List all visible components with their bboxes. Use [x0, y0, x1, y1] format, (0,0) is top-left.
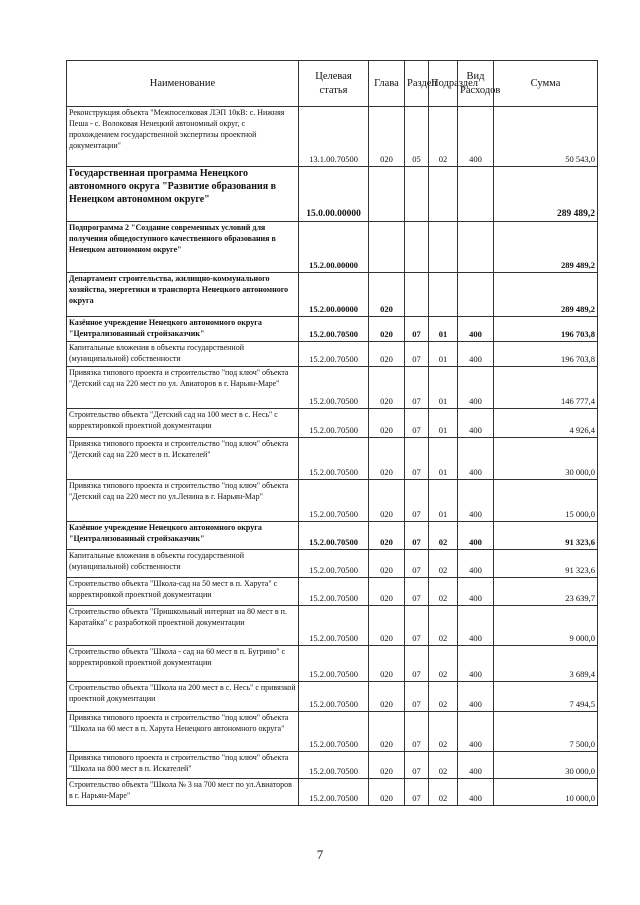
cell-expense-type: 400: [458, 480, 494, 522]
cell-section: [405, 273, 429, 317]
cell-subsection: [429, 222, 458, 273]
cell-name: Реконструкция объекта "Межпоселковая ЛЭП 10кВ: с. Нижняя Пеша - с. Волоковая Ненецкий автономный округ, с прохождением государственной экспертизы проектной документации": [67, 107, 299, 167]
cell-expense-type: 400: [458, 578, 494, 606]
cell-expense-type: 400: [458, 646, 494, 682]
budget-table: [66, 60, 598, 806]
cell-name: Привязка типового проекта и строительство "под ключ" объекта "Детский сад на 220 мест по ул. Авиаторов в г. Нарьян-Маре": [67, 367, 299, 409]
cell-subsection: 01: [429, 480, 458, 522]
table-row: [67, 342, 598, 367]
cell-chapter: 020: [369, 317, 405, 342]
cell-sum: 289 489,2: [494, 167, 598, 222]
table-row: [67, 222, 598, 273]
cell-chapter: 020: [369, 107, 405, 167]
cell-sum: 15 000,0: [494, 480, 598, 522]
table-row: [67, 578, 598, 606]
cell-name: Привязка типового проекта и строительство "под ключ" объекта "Школа на 60 мест в п. Харута Ненецкого автономного округа": [67, 712, 299, 752]
cell-section: [405, 222, 429, 273]
cell-target: 13.1.00.70500: [299, 107, 369, 167]
cell-chapter: 020: [369, 646, 405, 682]
cell-name: Строительство объекта "Школа-сад на 50 мест в п. Харута" с корректировкой проектной документации: [67, 578, 299, 606]
cell-target: 15.2.00.70500: [299, 317, 369, 342]
header-subsection: Подраздел: [429, 61, 458, 107]
cell-name: Строительство объекта "Пришкольный интернат на 80 мест в п. Каратайка" с разработкой проектной документации: [67, 606, 299, 646]
table-row: [67, 273, 598, 317]
cell-sum: 196 703,8: [494, 317, 598, 342]
cell-chapter: [369, 222, 405, 273]
cell-subsection: 01: [429, 409, 458, 438]
cell-sum: 10 000,0: [494, 779, 598, 806]
cell-section: 07: [405, 606, 429, 646]
cell-chapter: 020: [369, 550, 405, 578]
cell-target: 15.2.00.70500: [299, 480, 369, 522]
cell-expense-type: 400: [458, 107, 494, 167]
cell-name: Капитальные вложения в объекты государственной (муниципальной) собственности: [67, 550, 299, 578]
cell-subsection: 02: [429, 522, 458, 550]
cell-chapter: 020: [369, 342, 405, 367]
table-row: [67, 438, 598, 480]
cell-sum: 30 000,0: [494, 752, 598, 779]
cell-chapter: 020: [369, 752, 405, 779]
cell-chapter: 020: [369, 409, 405, 438]
page-number: 7: [316, 847, 324, 862]
cell-section: 07: [405, 712, 429, 752]
table-row: [67, 409, 598, 438]
cell-expense-type: 400: [458, 367, 494, 409]
cell-expense-type: 400: [458, 522, 494, 550]
cell-section: 07: [405, 342, 429, 367]
cell-subsection: [429, 273, 458, 317]
table-row: [67, 712, 598, 752]
cell-target: 15.2.00.70500: [299, 342, 369, 367]
cell-expense-type: [458, 222, 494, 273]
cell-target: 15.2.00.70500: [299, 367, 369, 409]
cell-name: Капитальные вложения в объекты государственной (муниципальной) собственности: [67, 342, 299, 367]
cell-expense-type: 400: [458, 779, 494, 806]
cell-chapter: 020: [369, 480, 405, 522]
cell-target: 15.2.00.70500: [299, 522, 369, 550]
cell-chapter: 020: [369, 522, 405, 550]
cell-sum: 289 489,2: [494, 222, 598, 273]
cell-chapter: 020: [369, 578, 405, 606]
cell-name: Строительство объекта "Школа - сад на 60 мест в п. Бугрино" с корректировкой проектной документации: [67, 646, 299, 682]
table-row: [67, 317, 598, 342]
header-chapter: Глава: [369, 61, 405, 107]
cell-expense-type: 400: [458, 682, 494, 712]
cell-target: 15.2.00.70500: [299, 578, 369, 606]
table-row: [67, 606, 598, 646]
cell-target: 15.2.00.70500: [299, 646, 369, 682]
cell-sum: 7 494,5: [494, 682, 598, 712]
cell-subsection: 01: [429, 317, 458, 342]
cell-name: Строительство объекта "Детский сад на 100 мест в с. Несь" с корректировкой проектной документации: [67, 409, 299, 438]
cell-name: Подпрограмма 2 "Создание современных условий для получения общедоступного качественного образования в Ненецком автономном округе": [67, 222, 299, 273]
cell-section: 07: [405, 438, 429, 480]
table-row: [67, 107, 598, 167]
cell-chapter: 020: [369, 606, 405, 646]
cell-target: 15.2.00.70500: [299, 682, 369, 712]
table-row: [67, 646, 598, 682]
cell-sum: 91 323,6: [494, 522, 598, 550]
cell-expense-type: 400: [458, 317, 494, 342]
table-row: [67, 779, 598, 806]
cell-section: 07: [405, 480, 429, 522]
cell-subsection: 02: [429, 550, 458, 578]
cell-subsection: 01: [429, 438, 458, 480]
cell-target: 15.2.00.70500: [299, 606, 369, 646]
cell-chapter: 020: [369, 367, 405, 409]
cell-section: 07: [405, 522, 429, 550]
cell-name: Строительство объекта "Школа на 200 мест в с. Несь" с привязкой проектной документации: [67, 682, 299, 712]
cell-subsection: 02: [429, 682, 458, 712]
cell-sum: 50 543,0: [494, 107, 598, 167]
cell-subsection: [429, 167, 458, 222]
cell-subsection: 02: [429, 646, 458, 682]
cell-target: 15.2.00.70500: [299, 779, 369, 806]
cell-name: Казённое учреждение Ненецкого автономного округа "Централизованный стройзаказчик": [67, 317, 299, 342]
cell-sum: 3 689,4: [494, 646, 598, 682]
cell-target: 15.0.00.00000: [299, 167, 369, 222]
cell-chapter: 020: [369, 779, 405, 806]
cell-chapter: 020: [369, 712, 405, 752]
table-header-row: [67, 61, 598, 107]
cell-chapter: 020: [369, 682, 405, 712]
header-name: Наименование: [67, 61, 299, 107]
cell-expense-type: 400: [458, 342, 494, 367]
header-expense-type: Вид Расходов: [458, 61, 494, 107]
cell-sum: 23 639,7: [494, 578, 598, 606]
cell-expense-type: 400: [458, 606, 494, 646]
cell-sum: 9 000,0: [494, 606, 598, 646]
header-target: Целевая статья: [299, 61, 369, 107]
table-row: [67, 752, 598, 779]
cell-target: 15.2.00.70500: [299, 752, 369, 779]
table-row: [67, 550, 598, 578]
cell-chapter: 020: [369, 438, 405, 480]
cell-section: 07: [405, 779, 429, 806]
cell-expense-type: 400: [458, 409, 494, 438]
cell-sum: 146 777,4: [494, 367, 598, 409]
header-section: Раздел: [405, 61, 429, 107]
cell-target: 15.2.00.70500: [299, 438, 369, 480]
table-row: [67, 522, 598, 550]
cell-section: 07: [405, 550, 429, 578]
cell-section: 07: [405, 367, 429, 409]
cell-subsection: 02: [429, 606, 458, 646]
cell-subsection: 01: [429, 367, 458, 409]
cell-expense-type: 400: [458, 550, 494, 578]
cell-expense-type: [458, 273, 494, 317]
cell-name: Привязка типового проекта и строительство "под ключ" объекта "Детский сад на 220 мест в п. Искателей": [67, 438, 299, 480]
cell-sum: 4 926,4: [494, 409, 598, 438]
table-row: [67, 367, 598, 409]
cell-name: Привязка типового проекта и строительство "под ключ" объекта "Детский сад на 220 мест по ул.Ленина в г. Нарьян-Мар": [67, 480, 299, 522]
cell-name: Привязка типового проекта и строительство "под ключ" объекта "Школа на 800 мест в п. Искателей": [67, 752, 299, 779]
cell-target: 15.2.00.00000: [299, 222, 369, 273]
cell-section: 05: [405, 107, 429, 167]
table-row: [67, 480, 598, 522]
cell-section: 07: [405, 317, 429, 342]
cell-subsection: 01: [429, 342, 458, 367]
header-sum: Сумма: [494, 61, 598, 107]
cell-name: Департамент строительства, жилищно-коммунального хозяйства, энергетики и транспорта Ненецкого автономного округа: [67, 273, 299, 317]
table-row: [67, 167, 598, 222]
cell-chapter: [369, 167, 405, 222]
cell-section: 07: [405, 646, 429, 682]
cell-target: 15.2.00.70500: [299, 712, 369, 752]
cell-expense-type: 400: [458, 752, 494, 779]
cell-sum: 30 000,0: [494, 438, 598, 480]
cell-sum: 91 323,6: [494, 550, 598, 578]
cell-subsection: 02: [429, 712, 458, 752]
cell-sum: 289 489,2: [494, 273, 598, 317]
cell-chapter: 020: [369, 273, 405, 317]
cell-section: 07: [405, 578, 429, 606]
table-row: [67, 682, 598, 712]
cell-target: 15.2.00.70500: [299, 550, 369, 578]
cell-name: Строительство объекта "Школа № 3 на 700 мест по ул.Авиаторов в г. Нарьян-Маре": [67, 779, 299, 806]
cell-subsection: 02: [429, 752, 458, 779]
cell-subsection: 02: [429, 578, 458, 606]
cell-name: Казённое учреждение Ненецкого автономного округа "Централизованный стройзаказчик": [67, 522, 299, 550]
cell-subsection: 02: [429, 107, 458, 167]
cell-expense-type: 400: [458, 438, 494, 480]
cell-section: 07: [405, 752, 429, 779]
cell-expense-type: [458, 167, 494, 222]
cell-target: 15.2.00.70500: [299, 409, 369, 438]
cell-target: 15.2.00.00000: [299, 273, 369, 317]
cell-sum: 196 703,8: [494, 342, 598, 367]
cell-name: Государственная программа Ненецкого автономного округа "Развитие образования в Ненецком автономном округе": [67, 167, 299, 222]
cell-section: 07: [405, 682, 429, 712]
cell-subsection: 02: [429, 779, 458, 806]
cell-sum: 7 500,0: [494, 712, 598, 752]
cell-expense-type: 400: [458, 712, 494, 752]
cell-section: 07: [405, 409, 429, 438]
cell-section: [405, 167, 429, 222]
